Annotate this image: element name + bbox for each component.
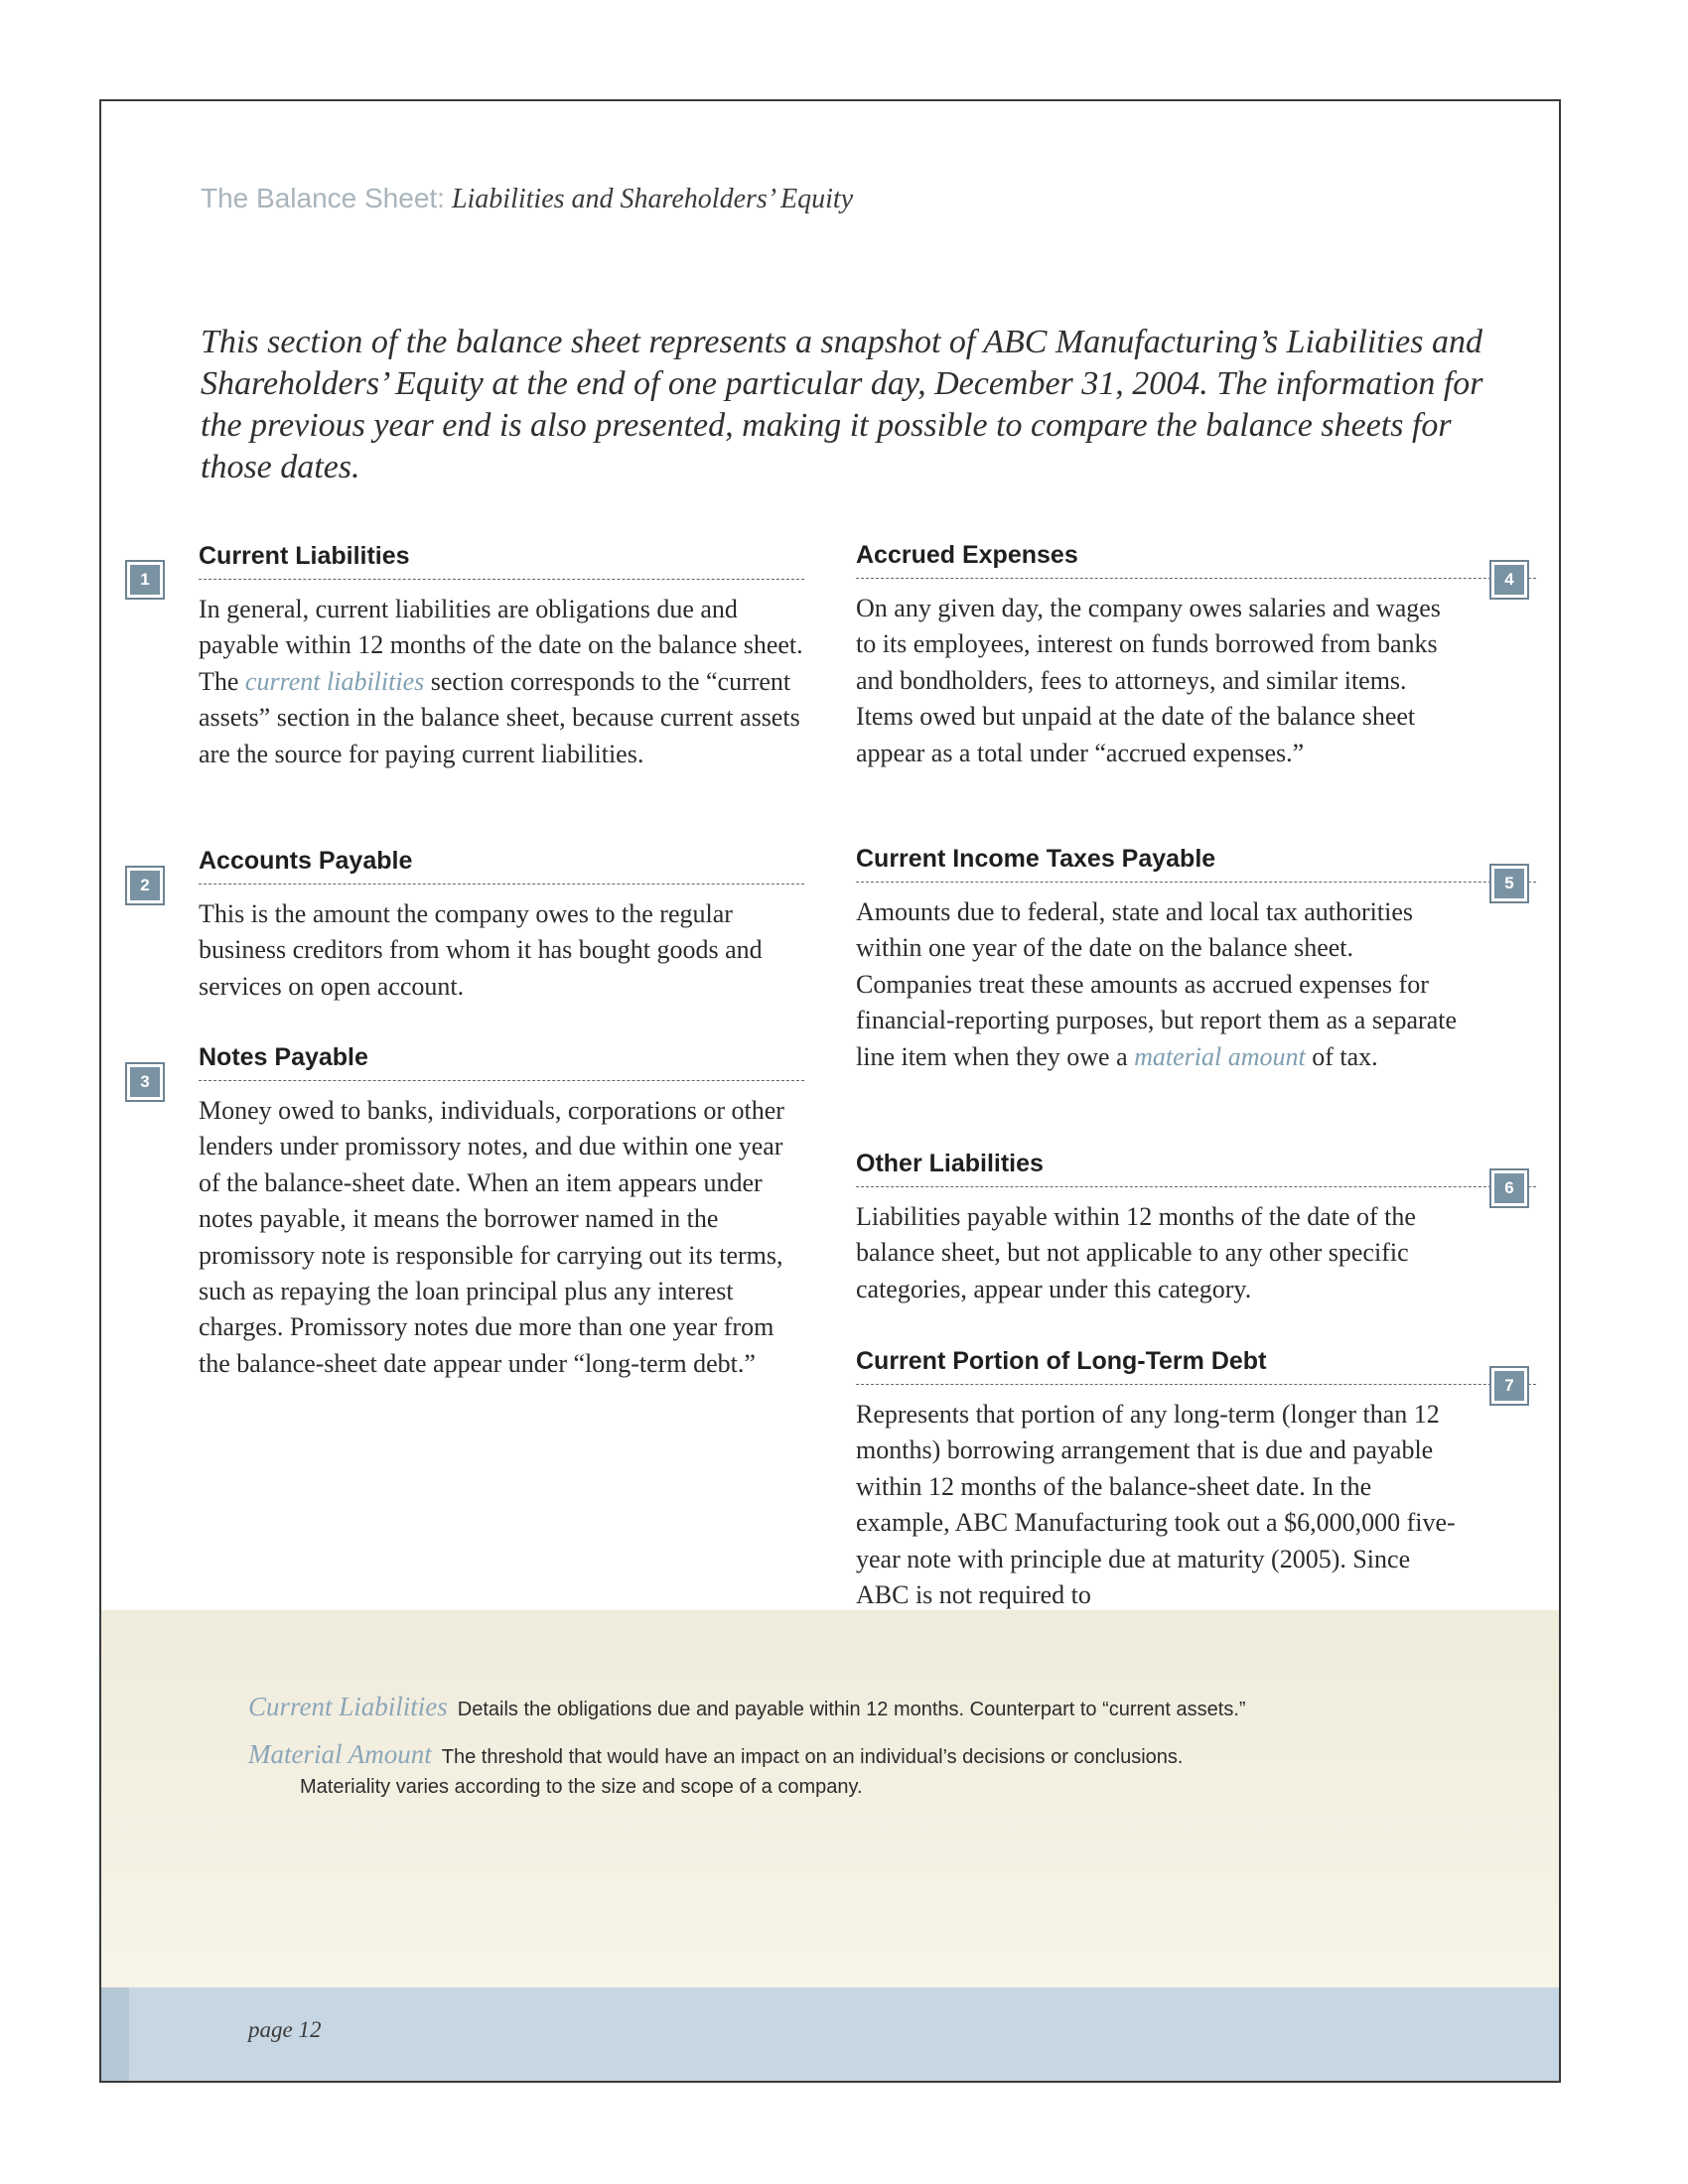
glossary-term-link[interactable]: current liabilities	[244, 666, 425, 696]
section-title: Other Liabilities	[856, 1150, 1044, 1177]
divider	[856, 882, 1536, 883]
divider	[199, 579, 804, 580]
marker-6	[1489, 1168, 1529, 1208]
section-title: Notes Payable	[199, 1043, 368, 1071]
glossary-entry-material-amount	[248, 1739, 1184, 1770]
glossary-definition: Details the obligations due and payable within 12 months. Counterpart to “current assets.”	[457, 1699, 1246, 1720]
marker-4	[1489, 560, 1529, 600]
section-text: Liabilities payable within 12 months of the date of the balance sheet, but not applicable to any other specific categories, appear under this category.	[856, 1202, 1416, 1303]
section-long-term-debt	[856, 1346, 1536, 1613]
divider	[856, 1186, 1536, 1187]
section-text: This is the amount the company owes to the regular business creditors from whom it has bought goods and services on open account.	[199, 899, 763, 1001]
divider	[856, 1384, 1536, 1385]
glossary-entry-current-liabilities	[248, 1692, 1246, 1722]
glossary-panel	[101, 1610, 1561, 1987]
section-text: On any given day, the company owes salaries and wages to its employees, interest on funds borrowed from banks and bondholders, fees to attorneys, and similar items. Items owed but unpaid at the date of the balance sheet appear as a total under “accrued expenses.”	[856, 594, 1441, 767]
section-current-liabilities	[199, 541, 804, 772]
section-text: Represents that portion of any long-term (longer than 12 months) borrowing arrangement that is due and payable within 12 months of the balance-sheet date. In the example, ABC Manufacturing took out a $6,000,000 five-year note with principle due at maturity (2005). Since ABC is not required to	[856, 1400, 1456, 1610]
header-prefix: The Balance Sheet:	[201, 183, 445, 213]
glossary-term-link[interactable]: material amount	[1134, 1041, 1306, 1071]
marker-number: 2	[130, 871, 160, 900]
section-title: Current Portion of Long-Term Debt	[856, 1347, 1267, 1375]
marker-1	[125, 560, 165, 600]
section-notes-payable	[199, 1042, 804, 1382]
page-number: page 12	[248, 2017, 322, 2042]
header-title: Liabilities and Shareholders’ Equity	[451, 184, 854, 214]
page-frame	[99, 99, 1561, 2083]
divider	[199, 1080, 804, 1081]
marker-3	[125, 1062, 165, 1102]
glossary-term: Current Liabilities	[248, 1692, 448, 1721]
glossary-term: Material Amount	[248, 1739, 432, 1769]
section-text	[199, 592, 804, 772]
text-part: of tax.	[1312, 1041, 1378, 1071]
divider	[856, 578, 1536, 579]
marker-number: 3	[130, 1067, 160, 1097]
section-text	[856, 894, 1462, 1075]
section-title: Accounts Payable	[199, 847, 413, 875]
text-part: Amounts due to federal, state and local tax authorities within one year of the date on the balance sheet. Companies treat these amounts as accrued expenses for financial-reporting purposes, but report them as a separate line item when they owe a	[856, 897, 1457, 1071]
section-text: Money owed to banks, individuals, corporations or other lenders under promissory notes, and due within one year of the balance-sheet date. When an item appears under notes payable, it means the borrower named in the promissory note is responsible for carrying out its terms, such as repaying the loan principal plus any interest charges. Promissory notes due more than one year from the balance-sheet date appear under “long-term debt.”	[199, 1096, 784, 1378]
section-accounts-payable	[199, 846, 804, 1005]
section-title: Accrued Expenses	[856, 541, 1078, 569]
glossary-definition: The threshold that would have an impact on an individual’s decisions or conclusions.	[441, 1746, 1184, 1768]
section-title: Current Liabilities	[199, 542, 410, 570]
marker-7	[1489, 1366, 1529, 1406]
marker-2	[125, 866, 165, 905]
marker-number: 7	[1494, 1371, 1524, 1401]
section-income-taxes	[856, 844, 1536, 1075]
marker-number: 6	[1494, 1173, 1524, 1203]
glossary-definition-continued: Materiality varies according to the size and scope of a company.	[300, 1776, 863, 1798]
marker-number: 5	[1494, 869, 1524, 898]
text-part: In general, current liabilities are obligations due and payable within 12 months of the date on the balance sheet. The	[199, 595, 803, 696]
intro-paragraph: This section of the balance sheet represents a snapshot of ABC Manufacturing’s Liabilities and Shareholders’ Equity at the end of one particular day, December 31, 2004. The information for the previous year end is also presented, making it possible to compare the balance sheets for those dates.	[201, 324, 1483, 485]
section-accrued-expenses	[856, 540, 1536, 771]
footer-accent-strip	[101, 1987, 129, 2083]
marker-number: 1	[130, 565, 160, 595]
text-part: section corresponds to the “current assets” section in the balance sheet, because current assets are the source for paying current liabilities.	[199, 666, 800, 768]
section-title: Current Income Taxes Payable	[856, 845, 1216, 873]
marker-5	[1489, 864, 1529, 903]
page-header	[201, 183, 853, 215]
divider	[199, 884, 804, 885]
section-other-liabilities	[856, 1149, 1536, 1307]
marker-number: 4	[1494, 565, 1524, 595]
